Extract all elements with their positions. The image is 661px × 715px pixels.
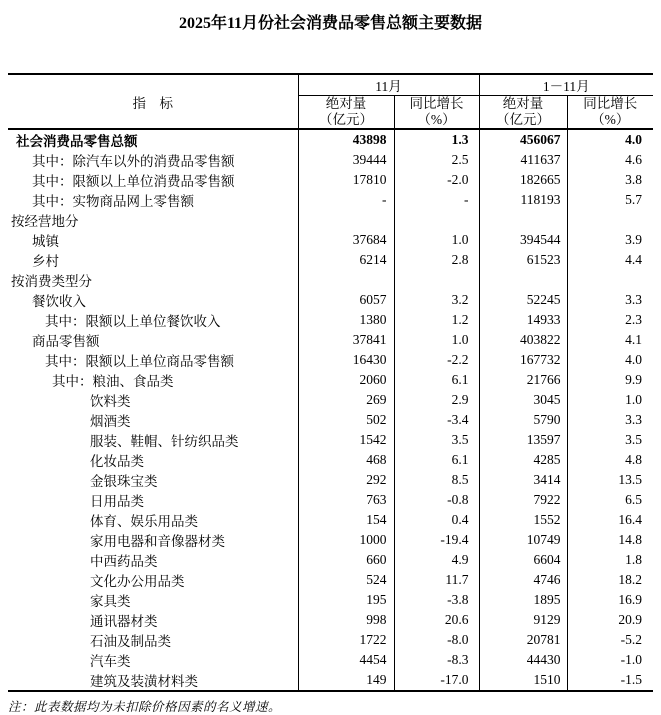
indicator-cell: 金银珠宝类: [90, 474, 158, 489]
value-cell: 6057: [298, 290, 394, 310]
indicator-cell: 汽车类: [90, 654, 131, 669]
indicator-cell: 建筑及装潢材料类: [90, 674, 198, 689]
value-cell: 14933: [479, 310, 567, 330]
indicator-cell: 家具类: [90, 594, 131, 609]
value-cell: 3.3: [567, 410, 653, 430]
value-cell: 3.8: [567, 170, 653, 190]
value-cell: 524: [298, 570, 394, 590]
value-cell: 4.8: [567, 450, 653, 470]
value-cell: 4285: [479, 450, 567, 470]
value-cell: 3045: [479, 390, 567, 410]
value-cell: 3.5: [567, 430, 653, 450]
table-row: [8, 270, 653, 290]
indicator-cell: 体育、娱乐用品类: [90, 514, 198, 529]
indicator-cell: 按经营地分: [11, 214, 79, 229]
table-row: [8, 550, 653, 570]
value-cell: 4.0: [567, 129, 653, 150]
subheader-absolute-nov: [298, 96, 394, 130]
value-cell: 13.5: [567, 470, 653, 490]
value-cell: 2.5: [394, 150, 479, 170]
subheader-line2: （亿元）: [496, 112, 550, 127]
value-cell: 269: [298, 390, 394, 410]
indicator-cell: 家用电器和音像器材类: [90, 534, 225, 549]
table-row: [8, 310, 653, 330]
value-cell: -: [394, 190, 479, 210]
value-cell: -5.2: [567, 630, 653, 650]
value-cell: -3.8: [394, 590, 479, 610]
indicator-cell: 商品零售额: [32, 334, 100, 349]
indicator-cell: 其中：粮油、食品类: [52, 374, 174, 389]
value-cell: -17.0: [394, 670, 479, 691]
table-wrap: [8, 73, 653, 692]
table-row: [8, 129, 653, 150]
value-cell: 8.5: [394, 470, 479, 490]
table-row: [8, 390, 653, 410]
indicator-cell: 社会消费品零售总额: [16, 134, 138, 149]
value-cell: 61523: [479, 250, 567, 270]
value-cell: 292: [298, 470, 394, 490]
value-cell: -8.3: [394, 650, 479, 670]
value-cell: [479, 270, 567, 290]
value-cell: 1000: [298, 530, 394, 550]
value-cell: 118193: [479, 190, 567, 210]
value-cell: 3.9: [567, 230, 653, 250]
value-cell: 5790: [479, 410, 567, 430]
value-cell: 4746: [479, 570, 567, 590]
value-cell: 3414: [479, 470, 567, 490]
value-cell: 403822: [479, 330, 567, 350]
value-cell: 1.3: [394, 129, 479, 150]
value-cell: [298, 210, 394, 230]
table-row: [8, 590, 653, 610]
value-cell: -0.8: [394, 490, 479, 510]
value-cell: 18.2: [567, 570, 653, 590]
value-cell: 1722: [298, 630, 394, 650]
table-row: [8, 230, 653, 250]
value-cell: [394, 210, 479, 230]
value-cell: 502: [298, 410, 394, 430]
value-cell: 14.8: [567, 530, 653, 550]
table-row: [8, 210, 653, 230]
indicator-cell: 日用品类: [90, 494, 144, 509]
value-cell: [567, 270, 653, 290]
value-cell: -2.2: [394, 350, 479, 370]
value-cell: 4.6: [567, 150, 653, 170]
header-group-row: [8, 74, 653, 96]
value-cell: 1.0: [394, 330, 479, 350]
table-row: [8, 530, 653, 550]
value-cell: 3.5: [394, 430, 479, 450]
value-cell: 1.2: [394, 310, 479, 330]
subheader-line2: （%）: [417, 112, 456, 127]
subheader-growth-nov: [394, 96, 479, 130]
value-cell: 16430: [298, 350, 394, 370]
subheader-line1: 绝对量: [502, 96, 544, 111]
value-cell: 154: [298, 510, 394, 530]
value-cell: [298, 270, 394, 290]
indicator-column-header: 指 标: [8, 74, 298, 129]
value-cell: 1.8: [567, 550, 653, 570]
value-cell: 11.7: [394, 570, 479, 590]
value-cell: 2.8: [394, 250, 479, 270]
subheader-line1: 绝对量: [325, 96, 367, 111]
indicator-cell: 乡村: [32, 254, 59, 269]
value-cell: 9129: [479, 610, 567, 630]
value-cell: 1542: [298, 430, 394, 450]
value-cell: 4454: [298, 650, 394, 670]
table-row: [8, 250, 653, 270]
value-cell: 2060: [298, 370, 394, 390]
subheader-line1: 同比增长: [583, 96, 638, 111]
col-group-jan-to-nov: 1－11月: [479, 74, 653, 96]
value-cell: 456067: [479, 129, 567, 150]
indicator-cell: 餐饮收入: [32, 294, 86, 309]
value-cell: [479, 210, 567, 230]
indicator-cell: 饮料类: [90, 394, 131, 409]
value-cell: -: [298, 190, 394, 210]
subheader-line2: （亿元）: [319, 112, 373, 127]
indicator-cell: 通讯器材类: [90, 614, 158, 629]
value-cell: 5.7: [567, 190, 653, 210]
indicator-cell: 其中：实物商品网上零售额: [32, 194, 194, 209]
value-cell: [394, 270, 479, 290]
value-cell: 6.1: [394, 370, 479, 390]
indicator-cell: 城镇: [32, 234, 59, 249]
table-row: [8, 350, 653, 370]
value-cell: 16.9: [567, 590, 653, 610]
subheader-growth-jan-nov: [567, 96, 653, 130]
value-cell: 39444: [298, 150, 394, 170]
value-cell: 13597: [479, 430, 567, 450]
value-cell: 411637: [479, 150, 567, 170]
value-cell: 43898: [298, 129, 394, 150]
table-header: [8, 74, 653, 129]
value-cell: 9.9: [567, 370, 653, 390]
table-row: [8, 450, 653, 470]
value-cell: 6.5: [567, 490, 653, 510]
value-cell: 4.4: [567, 250, 653, 270]
value-cell: 763: [298, 490, 394, 510]
value-cell: 7922: [479, 490, 567, 510]
value-cell: 394544: [479, 230, 567, 250]
value-cell: 20781: [479, 630, 567, 650]
value-cell: 4.9: [394, 550, 479, 570]
subheader-absolute-jan-nov: [479, 96, 567, 130]
data-table: [8, 73, 653, 692]
value-cell: 1380: [298, 310, 394, 330]
table-row: [8, 290, 653, 310]
value-cell: 44430: [479, 650, 567, 670]
value-cell: 4.0: [567, 350, 653, 370]
table-row: [8, 330, 653, 350]
value-cell: 468: [298, 450, 394, 470]
value-cell: 1.0: [394, 230, 479, 250]
value-cell: 149: [298, 670, 394, 691]
value-cell: -19.4: [394, 530, 479, 550]
value-cell: 660: [298, 550, 394, 570]
table-row: [8, 190, 653, 210]
value-cell: 0.4: [394, 510, 479, 530]
value-cell: 20.6: [394, 610, 479, 630]
table-row: [8, 170, 653, 190]
table-row: [8, 430, 653, 450]
indicator-cell: 化妆品类: [90, 454, 144, 469]
indicator-cell: 烟酒类: [90, 414, 131, 429]
value-cell: 3.3: [567, 290, 653, 310]
indicator-cell: 中西药品类: [90, 554, 158, 569]
value-cell: -8.0: [394, 630, 479, 650]
value-cell: -3.4: [394, 410, 479, 430]
value-cell: 167732: [479, 350, 567, 370]
value-cell: -1.0: [567, 650, 653, 670]
indicator-cell: 按消费类型分: [11, 274, 92, 289]
indicator-cell: 文化办公用品类: [90, 574, 185, 589]
subheader-line2: （%）: [591, 112, 630, 127]
value-cell: 195: [298, 590, 394, 610]
indicator-cell: 服装、鞋帽、针纺织品类: [90, 434, 239, 449]
value-cell: 998: [298, 610, 394, 630]
value-cell: 37684: [298, 230, 394, 250]
value-cell: 52245: [479, 290, 567, 310]
indicator-cell: 其中：限额以上单位消费品零售额: [32, 174, 235, 189]
value-cell: 16.4: [567, 510, 653, 530]
value-cell: 1.0: [567, 390, 653, 410]
value-cell: 6214: [298, 250, 394, 270]
table-body: [8, 129, 653, 691]
value-cell: 6.1: [394, 450, 479, 470]
value-cell: 4.1: [567, 330, 653, 350]
value-cell: 1510: [479, 670, 567, 691]
value-cell: 2.3: [567, 310, 653, 330]
value-cell: 3.2: [394, 290, 479, 310]
value-cell: 1895: [479, 590, 567, 610]
value-cell: 17810: [298, 170, 394, 190]
table-row: [8, 610, 653, 630]
page-title: 2025年11月份社会消费品零售总额主要数据: [178, 15, 483, 32]
col-group-november: 11月: [298, 74, 479, 96]
value-cell: 37841: [298, 330, 394, 350]
value-cell: 182665: [479, 170, 567, 190]
indicator-cell: 石油及制品类: [90, 634, 171, 649]
value-cell: 6604: [479, 550, 567, 570]
table-row: [8, 470, 653, 490]
table-row: [8, 650, 653, 670]
value-cell: 21766: [479, 370, 567, 390]
value-cell: 20.9: [567, 610, 653, 630]
indicator-cell: 其中：限额以上单位商品零售额: [45, 354, 234, 369]
table-row: [8, 510, 653, 530]
indicator-cell: 其中：除汽车以外的消费品零售额: [32, 154, 235, 169]
table-row: [8, 670, 653, 691]
table-row: [8, 150, 653, 170]
table-row: [8, 370, 653, 390]
value-cell: 2.9: [394, 390, 479, 410]
footnote: 注：此表数据均为未扣除价格因素的名义增速。: [8, 700, 282, 714]
value-cell: 10749: [479, 530, 567, 550]
indicator-cell: 其中：限额以上单位餐饮收入: [45, 314, 221, 329]
value-cell: [567, 210, 653, 230]
table-row: [8, 570, 653, 590]
table-row: [8, 410, 653, 430]
table-row: [8, 490, 653, 510]
subheader-line1: 同比增长: [409, 96, 464, 111]
value-cell: -1.5: [567, 670, 653, 691]
table-row: [8, 630, 653, 650]
value-cell: 1552: [479, 510, 567, 530]
value-cell: -2.0: [394, 170, 479, 190]
